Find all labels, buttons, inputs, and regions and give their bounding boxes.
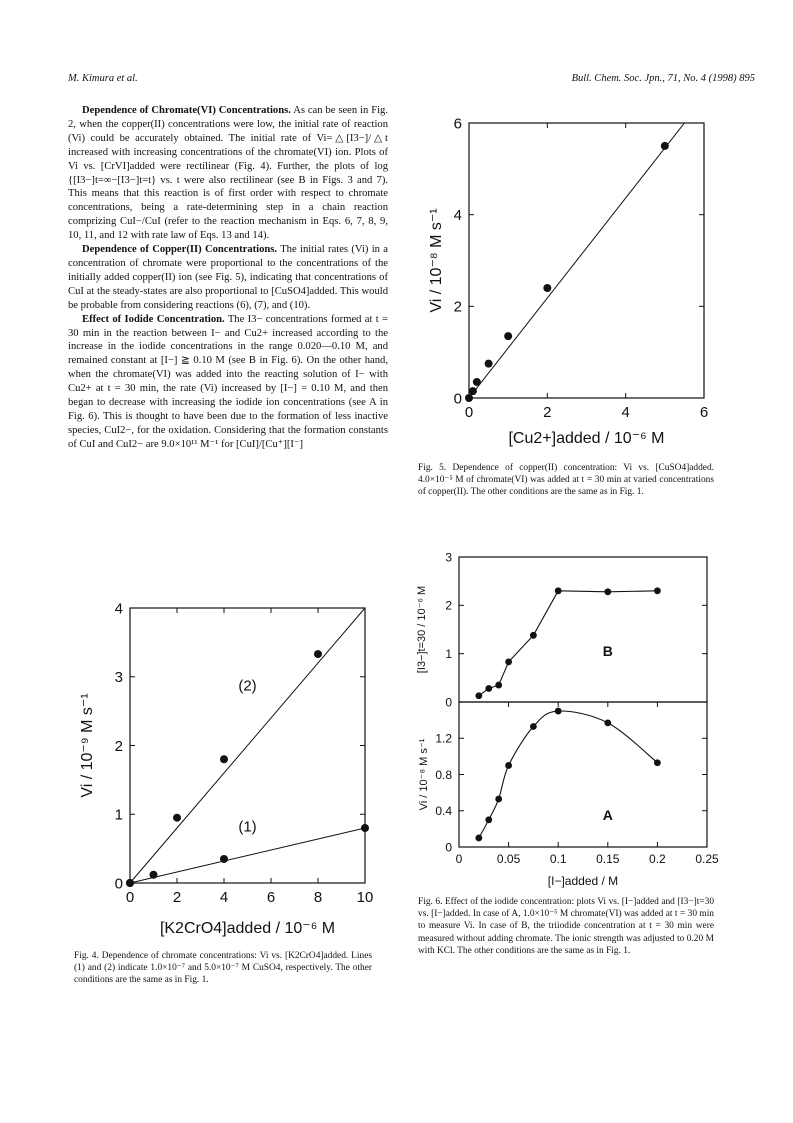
fig4-svg xyxy=(60,595,380,945)
fig6B-curve xyxy=(479,591,658,696)
paragraph-chromate xyxy=(68,104,388,243)
fig6B-data-point xyxy=(505,658,512,665)
paragraph-iodide xyxy=(68,313,388,452)
fig4-data-point xyxy=(314,650,322,658)
fig6A-ytick-label: 0 xyxy=(445,840,452,855)
fig4-xtick-label: 6 xyxy=(266,889,276,906)
fig6B-ytick-label: 3 xyxy=(445,550,452,565)
fig4-ytick-label: 3 xyxy=(114,669,123,687)
fig6A-data-point xyxy=(604,719,611,726)
fig6A-ytick-label: 0.4 xyxy=(435,804,452,819)
paragraph-iodide-text: The I3− concentrations formed at t = 30 min in the reaction between I− and Cu2+ increased according to the increase in the iodide concentrations in the range 0.020—0.10 M, and remained constant at [I−] ≧ 0.10 M (see B in Fig. 6). On the other hand, when the chromate(VI) was added into the reacting solution of I− with Cu2+ at t = 30 min, the rate (Vi) increased by [I−] = 0.10 M, and then began to decrease with increasing the iodide ion concentrations (see A in Fig. 6). This is thought to have been due to the formation of less inactive species, CuI2−, for the oxidation. Considering that the formation constants of CuI and CuI2− are 9.0×10¹¹ M⁻¹ for [CuI]/[Cu⁺][I⁻] xyxy=(68,313,388,450)
paragraph-copper-text: The initial rates (Vi) in a concentration of chromate were proportional to the concentrations of the initially added copper(II) ion (see Fig. 5), indicating that concentrations of CuI at the steady-states are also proportional to [CuSO4]added. This would be probable from considering reactions (6), (7), and (10). xyxy=(68,244,388,311)
fig6A-data-point xyxy=(555,708,562,715)
run-in-heading-iodide: Effect of Iodide Concentration. xyxy=(82,313,225,325)
fig4-xtick-label: 0 xyxy=(125,889,135,906)
fig5-xaxis-label: [Cu2+]added / 10⁻⁶ M xyxy=(508,430,665,447)
fig4-data-point xyxy=(220,855,228,863)
fig4-data-point xyxy=(361,824,369,832)
fig6A-panel-label: A xyxy=(602,806,613,823)
fig5-plot-frame xyxy=(469,123,704,398)
fig6A-data-point xyxy=(654,759,661,766)
run-in-heading-chromate: Dependence of Chromate(VI) Concentrations. xyxy=(82,105,291,116)
fig5-xtick-label: 0 xyxy=(464,404,474,421)
fig5-svg xyxy=(425,110,735,460)
fig4-ytick-label: 4 xyxy=(114,600,123,618)
paragraph-chromate-text: As can be seen in Fig. 2, when the copper(II) concentrations were low, the initial rate of reaction (Vi) could be accurately obtained. The initial rate of Vi=△[I3−]/△t increased with increasing concentrations of the chromate(VI) ion. Plots of Vi vs. [CrVI]added were rectilinear (Fig. 4). Further, the plots of log {[I3−]t=∞−[I3−]t=t} vs. t were also rectilinear (see B in Figs. 3 and 7). This means that this reaction is of first order with respect to chromate concentrations, being a rate-determining step in a chain reaction comprizing CuI−/CuI (refer to the reaction mechanism in Eqs. 6, 7, 8, 9, 10, 11, and 12 with rate law of Eqs. 13 and 14). xyxy=(68,105,388,242)
fig6B-data-point xyxy=(604,588,611,595)
fig5-data-point xyxy=(469,387,477,395)
fig6A-xtick-label: 0 xyxy=(455,852,463,866)
fig6-svg xyxy=(415,545,735,890)
fig6-chart xyxy=(415,545,735,890)
fig6A-data-point xyxy=(475,835,482,842)
paragraph-copper xyxy=(68,243,388,313)
fig5-xtick-label: 6 xyxy=(699,404,709,421)
fig4-xtick-label: 8 xyxy=(313,889,323,906)
fig6B-data-point xyxy=(485,685,492,692)
fig4-caption-label: Fig. 4. xyxy=(74,951,99,961)
fig4-fit-line-2 xyxy=(130,608,365,883)
fig5-ytick-label: 6 xyxy=(453,115,462,133)
fig6A-data-point xyxy=(485,816,492,823)
run-in-heading-copper: Dependence of Copper(II) Concentrations. xyxy=(82,244,278,256)
fig5-xtick-label: 4 xyxy=(621,404,630,421)
fig6A-xtick-label: 0.2 xyxy=(649,852,666,866)
fig6A-plot-frame xyxy=(459,702,707,847)
fig5-caption-text: Dependence of copper(II) concentration: Vi vs. [CuSO4]added. 4.0×10⁻⁵ M of chromate(VI) was added at t = 30 min at varied concentrations of copper(II). The other conditions are the same as in Fig. 1. xyxy=(418,463,714,498)
fig6A-xtick-label: 0.25 xyxy=(695,852,719,866)
fig4-ytick-label: 2 xyxy=(114,737,123,755)
fig4-data-point xyxy=(220,755,228,763)
fig5-ytick-label: 4 xyxy=(453,207,462,225)
fig4-xtick-label: 4 xyxy=(219,889,229,906)
fig6B-data-point xyxy=(654,587,661,594)
fig5-caption-label: Fig. 5. xyxy=(418,463,447,473)
fig6B-panel-label: B xyxy=(602,643,613,660)
running-header-journal: Bull. Chem. Soc. Jpn., 71, No. 4 (1998) 895 xyxy=(571,73,755,84)
fig4-ytick-label: 0 xyxy=(114,875,123,893)
fig6B-data-point xyxy=(555,587,562,594)
fig6A-data-point xyxy=(495,796,502,803)
fig4-caption xyxy=(74,950,372,987)
fig5-data-point xyxy=(465,394,473,402)
fig6A-data-point xyxy=(530,723,537,730)
fig6A-curve xyxy=(479,711,658,838)
fig6B-ytick-label: 1 xyxy=(445,646,452,661)
fig6B-data-point xyxy=(495,682,502,689)
fig4-series-label: (2) xyxy=(238,677,257,695)
fig6-caption-label: Fig. 6. xyxy=(418,897,443,907)
fig6A-yaxis-label: Vi / 10⁻⁸ M s⁻¹ xyxy=(418,738,430,811)
fig5-data-point xyxy=(473,378,481,386)
fig5-xtick-label: 2 xyxy=(543,404,552,421)
fig6B-ytick-label: 2 xyxy=(445,598,452,613)
fig4-xaxis-label: [K2CrO4]added / 10⁻⁶ M xyxy=(159,920,336,937)
fig6B-data-point xyxy=(475,692,482,699)
fig6B-data-point xyxy=(530,632,537,639)
fig6A-xtick-label: 0.1 xyxy=(549,852,567,866)
running-header-authors: M. Kimura et al. xyxy=(68,73,138,84)
fig6-caption xyxy=(418,896,714,957)
fig5-data-point xyxy=(543,284,551,292)
fig6A-xtick-label: 0.05 xyxy=(496,852,521,866)
fig4-yaxis-label: Vi / 10⁻⁹ M s⁻¹ xyxy=(79,693,96,798)
fig6A-xtick-label: 0.15 xyxy=(596,852,620,866)
fig6B-ytick-label: 0 xyxy=(445,695,452,710)
fig4-xtick-label: 10 xyxy=(356,889,374,906)
fig5-fit-line-1 xyxy=(469,123,684,398)
fig5-ytick-label: 0 xyxy=(453,390,462,408)
fig6-caption-text: Effect of the iodide concentration: plots Vi vs. [I−]added and [I3−]t=30 vs. [I−]added. In case of A, 1.0×10⁻⁵ M chromate(VI) was added at t = 30 min to measure Vi. In case of B, the triiodide concentration at t = 30 min were measured without adding chromate. The ionic strength was adjusted to 0.20 M with KCl. The other conditions are the same as in Fig. 1. xyxy=(418,897,715,956)
fig4-data-point xyxy=(126,879,134,887)
fig6A-ytick-label: 0.8 xyxy=(435,767,452,782)
fig4-chart xyxy=(60,595,380,945)
fig4-data-point xyxy=(150,871,158,879)
fig6B-yaxis-label: [I3−]t=30 / 10⁻⁶ M xyxy=(416,585,428,674)
fig5-yaxis-label: Vi / 10⁻⁸ M s⁻¹ xyxy=(428,208,445,313)
fig4-series-label: (1) xyxy=(238,818,257,836)
fig6A-ytick-label: 1.2 xyxy=(435,731,452,746)
left-column-text xyxy=(68,104,388,452)
fig5-data-point xyxy=(485,360,493,368)
fig4-caption-text: Dependence of chromate concentrations: Vi vs. [K2CrO4]added. Lines (1) and (2) indicate 1.0×10⁻⁷ and 5.0×10⁻⁷ M CuSO4, respectively. The other conditions are the same as in Fig. 1. xyxy=(74,951,372,986)
fig5-data-point xyxy=(504,332,512,340)
fig6-xaxis-label: [I−]added / M xyxy=(547,874,619,888)
fig6B-plot-frame xyxy=(459,557,707,702)
fig5-caption xyxy=(418,462,714,499)
fig4-fit-line-1 xyxy=(130,828,365,883)
fig5-data-point xyxy=(661,142,669,150)
fig5-chart xyxy=(425,110,735,460)
fig5-ytick-label: 2 xyxy=(453,298,462,316)
fig6A-data-point xyxy=(505,762,512,769)
fig4-xtick-label: 2 xyxy=(172,889,182,906)
fig4-data-point xyxy=(173,814,181,822)
fig4-ytick-label: 1 xyxy=(114,806,123,824)
